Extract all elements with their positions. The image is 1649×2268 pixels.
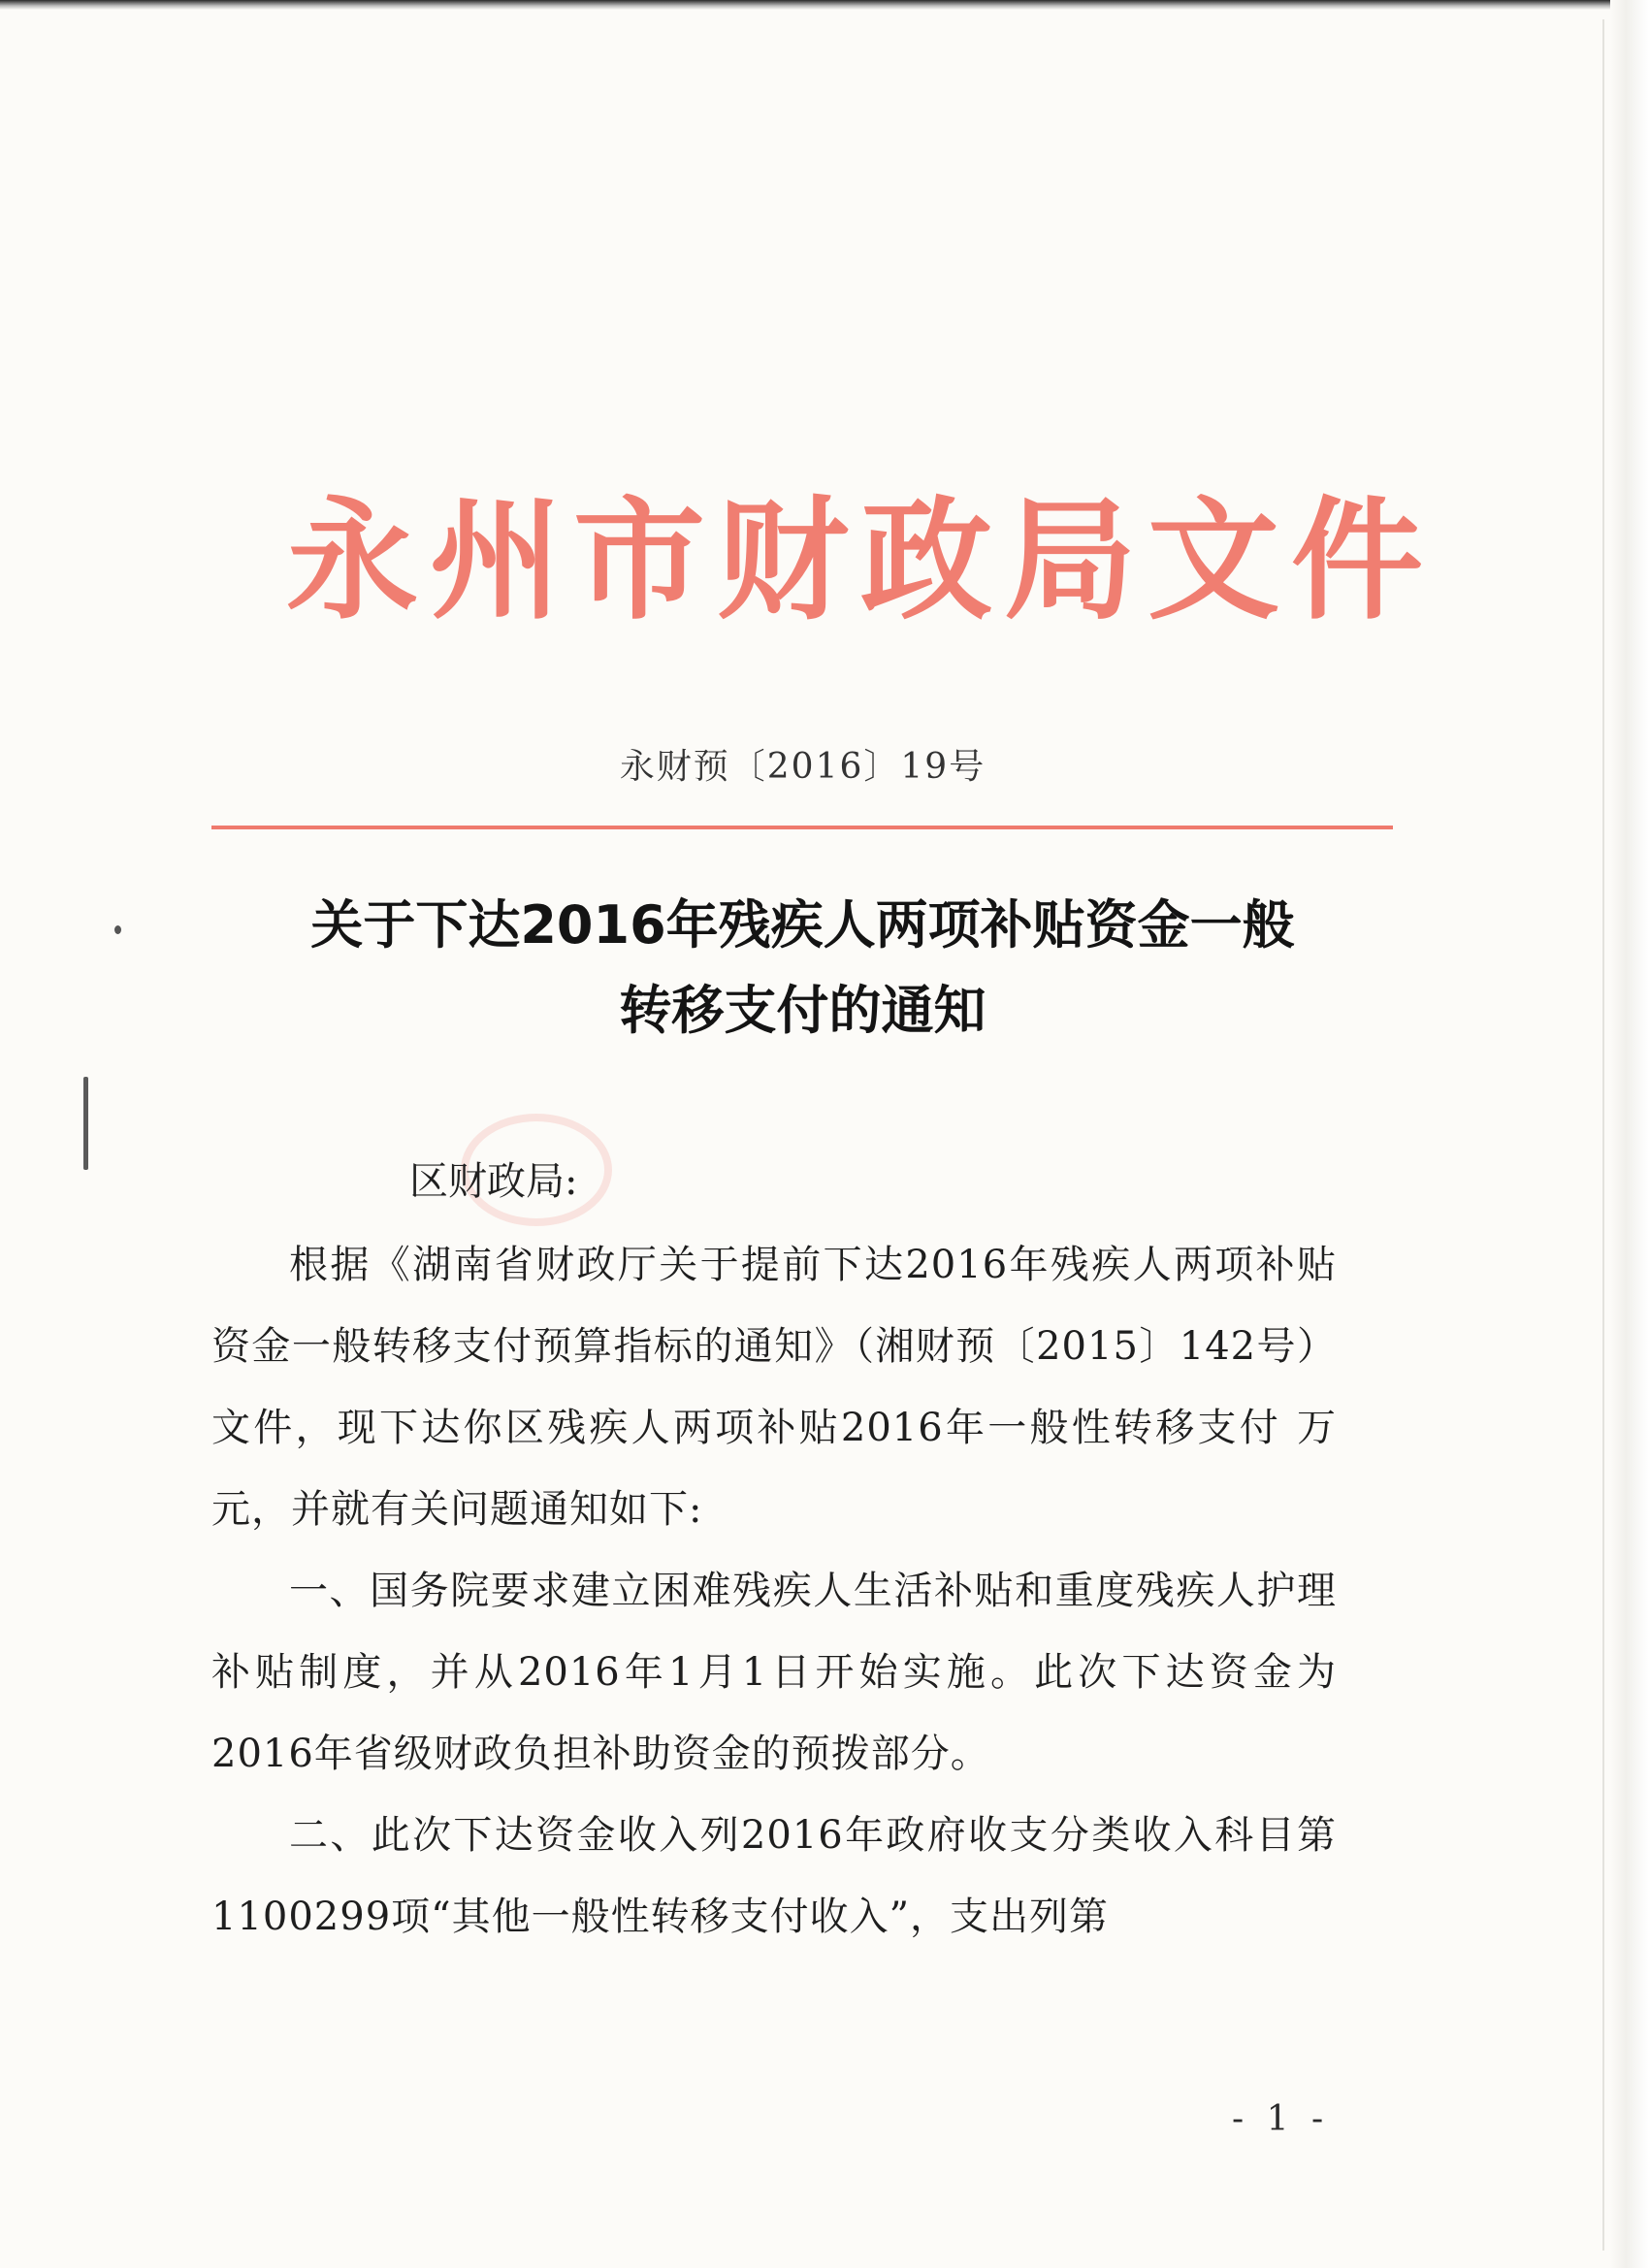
document-number: 永财预〔2016〕19号 <box>619 747 986 787</box>
paragraph-item-1: 一、国务院要求建立困难残疾人生活补贴和重度残疾人护理补贴制度，并从2016年1月1日开始实施。此次下达资金为2016年省级财政负担补助资金的预拨部分。 <box>211 1569 1337 1776</box>
paragraph-item-2: 二、此次下达资金收入列2016年政府收支分类收入科目第1100299项“其他一般性转移支付收入”，支出列第 <box>211 1813 1337 1939</box>
scan-edge-top <box>0 0 1649 10</box>
notice-title <box>0 883 1605 1053</box>
body-text <box>211 1224 1337 1958</box>
staple-mark <box>83 1077 88 1170</box>
issuer-header-title: 永州市财政局文件 <box>286 483 1435 638</box>
page-number: - 1 - <box>1232 2099 1330 2139</box>
salutation: 区财政局: <box>409 1159 578 1204</box>
paragraph-intro: 根据《湖南省财政厅关于提前下达2016年残疾人两项补贴资金一般转移支付预算指标的通知》（湘财预〔2015〕142号）文件，现下达你区残疾人两项补贴2016年一般性转移支付 万元，并就有关问题通知如下: <box>211 1243 1337 1532</box>
scan-edge-right <box>1610 0 1649 2268</box>
scan-edge-line <box>1602 19 1604 2251</box>
notice-title-line-1: 关于下达2016年残疾人两项补贴资金一般 <box>310 894 1295 956</box>
notice-title-line-2: 转移支付的通知 <box>619 980 986 1041</box>
red-divider-rule <box>211 826 1393 829</box>
